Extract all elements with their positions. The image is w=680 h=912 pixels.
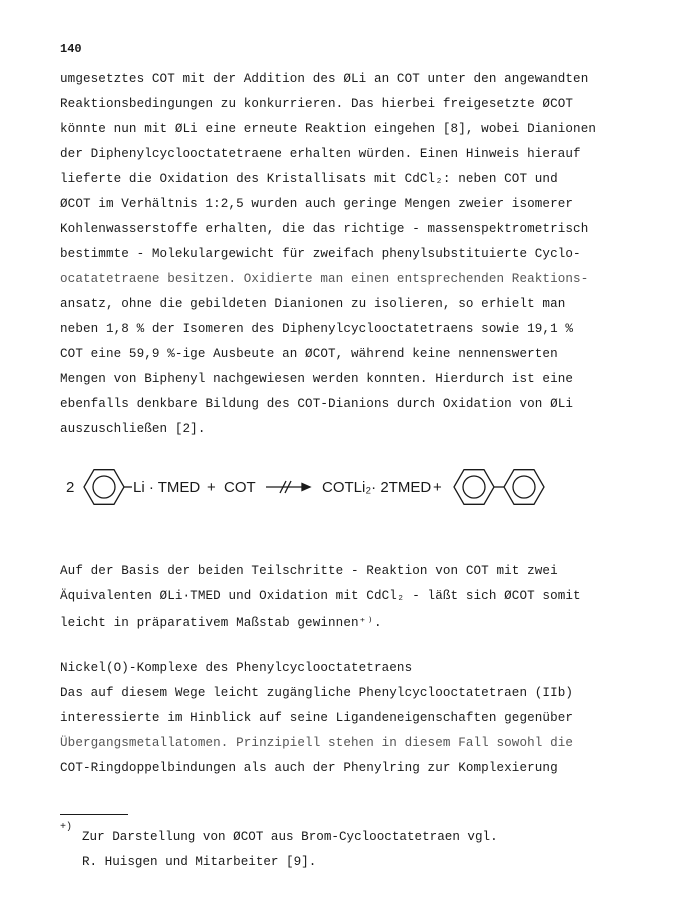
scheme-coefficient: 2 <box>66 479 75 496</box>
scheme-reagent: Li · TMED <box>133 479 201 496</box>
text-line: leicht in präparativem Maßstab gewinnen⁺⁾. <box>60 616 382 630</box>
text-line: Äquivalenten ØLi·TMED und Oxidation mit CdCl₂ - läßt sich ØCOT somit <box>60 589 581 603</box>
text-line: ebenfalls denkbare Bildung des COT-Dianions durch Oxidation von ØLi <box>60 397 574 411</box>
text-line: bestimmte - Molekulargewicht für zweifach phenylsubstituierte Cyclo- <box>60 247 581 261</box>
text-line: COT eine 59,9 %-ige Ausbeute an ØCOT, während keine nennenswerten <box>60 347 558 361</box>
text-line: interessierte im Hinblick auf seine Ligandeneigenschaften gegenüber <box>60 711 574 725</box>
footnote-line-1: Zur Darstellung von ØCOT aus Brom-Cyclooctatetraen vgl. <box>82 830 498 844</box>
scheme-product: COTLi₂· 2TMED <box>322 479 432 496</box>
footnote-rule <box>60 814 128 815</box>
footnote-mark: +) <box>60 822 73 833</box>
footnote-line-2: R. Huisgen und Mitarbeiter [9]. <box>82 855 317 869</box>
text-line: Übergangsmetallatomen. Prinzipiell stehen in diesem Fall sowohl die <box>60 736 574 750</box>
text-line: Mengen von Biphenyl nachgewiesen werden konnten. Hierdurch ist eine <box>60 372 574 386</box>
text-line: ØCOT im Verhältnis 1:2,5 wurden auch geringe Mengen zweier isomerer <box>60 197 574 211</box>
text-line: der Diphenylcyclooctatetraene erhalten würden. Einen Hinweis hierauf <box>60 147 581 161</box>
text-line: Reaktionsbedingungen zu konkurrieren. Das hierbei freigesetzte ØCOT <box>60 97 574 111</box>
text-line: könnte nun mit ØLi eine erneute Reaktion eingehen [8], wobei Dianionen <box>60 122 597 136</box>
text-line: COT-Ringdoppelbindungen als auch der Phenylring zur Komplexierung <box>60 761 558 775</box>
page-number: 140 <box>60 42 82 56</box>
scheme-plus-1: + <box>207 479 216 496</box>
text-line: umgesetztes COT mit der Addition des ØLi an COT unter den angewandten <box>60 72 589 86</box>
text-line: Kohlenwasserstoffe erhalten, die das richtige - massenspektrometrisch <box>60 222 589 236</box>
text-line: Das auf diesem Wege leicht zugängliche Phenylcyclooctatetraen (IIb) <box>60 686 574 700</box>
section-heading: Nickel(O)-Komplexe des Phenylcyclooctatetraens <box>60 661 413 675</box>
scheme-cot: COT <box>224 479 256 496</box>
text-line: ansatz, ohne die gebildeten Dianionen zu isolieren, so erhielt man <box>60 297 566 311</box>
phenyl-ring-icon <box>84 470 132 505</box>
text-line: neben 1,8 % der Isomeren des Diphenylcyclooctatetraens sowie 19,1 % <box>60 322 574 336</box>
scheme-plus-2: + <box>433 479 442 496</box>
text-line: ocatatetraene besitzen. Oxidierte man einen entsprechenden Reaktions- <box>60 272 589 286</box>
text-line: Auf der Basis der beiden Teilschritte - Reaktion von COT mit zwei <box>60 564 558 578</box>
biphenyl-icon <box>454 470 544 505</box>
reaction-arrow-icon <box>266 481 310 493</box>
reaction-scheme <box>40 455 640 515</box>
text-line: auszuschließen [2]. <box>60 422 206 436</box>
text-line: lieferte die Oxidation des Kristallisats mit CdCl₂: neben COT und <box>60 172 558 186</box>
